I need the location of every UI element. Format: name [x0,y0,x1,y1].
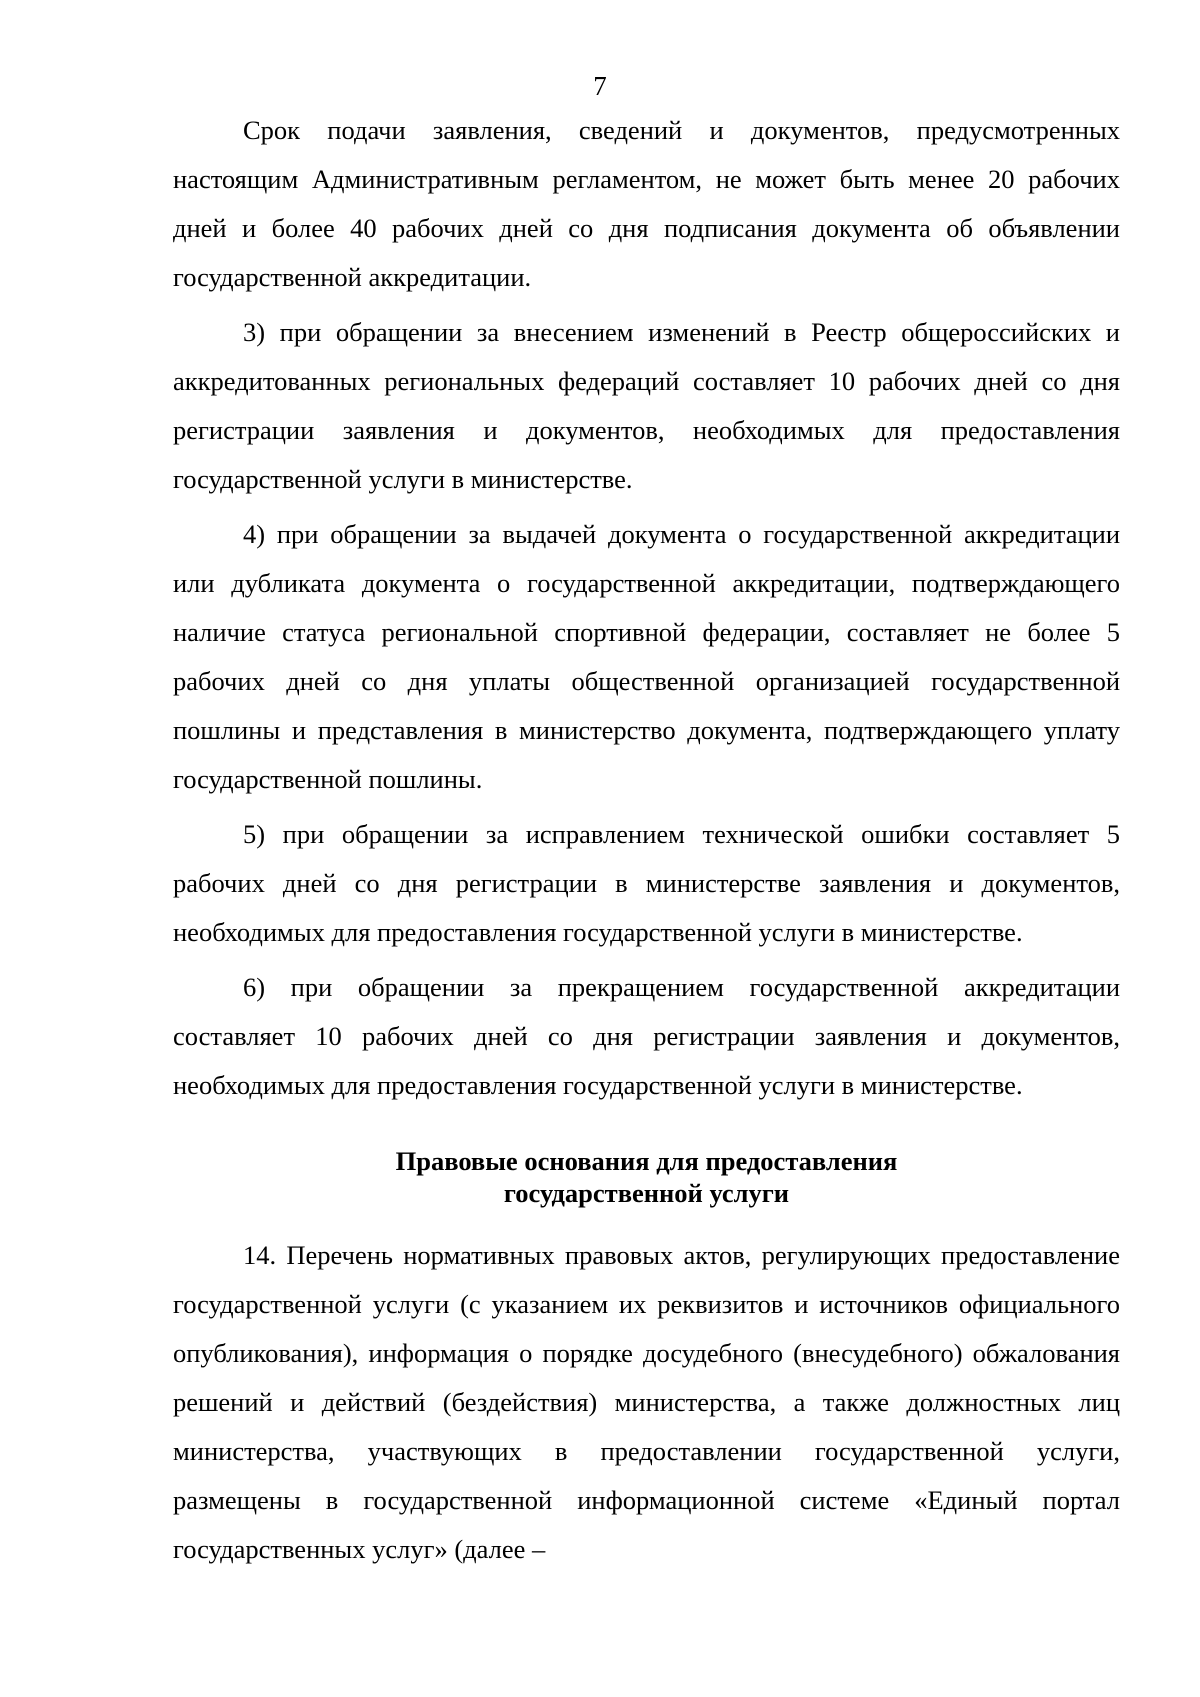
section-heading-line-1: Правовые основания для предоставления [395,1146,898,1176]
paragraph-item-4: 4) при обращении за выдачей документа о государственной аккредитации или дубликата документа о государственной аккредитации, подтверждающего наличие статуса региональной спортивной федерации, составляет не более 5 рабочих дней со дня уплаты общественной организацией государственной пошлины и представления в министерство документа, подтверждающего уплату государственной пошлины. [173,519,1120,794]
paragraph-item-3: 3) при обращении за внесением изменений в Реестр общероссийских и аккредитованных региональных федераций составляет 10 рабочих дней со дня регистрации заявления и документов, необходимых для предоставления государственной услуги в министерстве. [173,317,1120,494]
section-heading [173,1145,1120,1209]
page-number: 7 [593,71,607,101]
paragraph-item-14: 14. Перечень нормативных правовых актов, регулирующих предоставление государственной услуги (с указанием их реквизитов и источников официального опубликования), информация о порядке досудебного (внесудебного) обжалования решений и действий (бездействия) министерства, а также должностных лиц министерства, участвующих в предоставлении государственной услуги, размещены в государственной информационной системе «Единый портал государственных услуг» (далее – [173,1240,1120,1564]
document-body [173,106,1120,1580]
paragraph-submission-deadline: Срок подачи заявления, сведений и документов, предусмотренных настоящим Административным регламентом, не может быть менее 20 рабочих дней и более 40 рабочих дней со дня подписания документа об объявлении государственной аккредитации. [173,115,1120,292]
paragraph-item-6: 6) при обращении за прекращением государственной аккредитации составляет 10 рабочих дней со дня регистрации заявления и документов, необходимых для предоставления государственной услуги в министерстве. [173,972,1120,1100]
paragraph-item-5: 5) при обращении за исправлением технической ошибки составляет 5 рабочих дней со дня регистрации в министерстве заявления и документов, необходимых для предоставления государственной услуги в министерстве. [173,819,1120,947]
section-heading-line-2: государственной услуги [503,1178,790,1208]
